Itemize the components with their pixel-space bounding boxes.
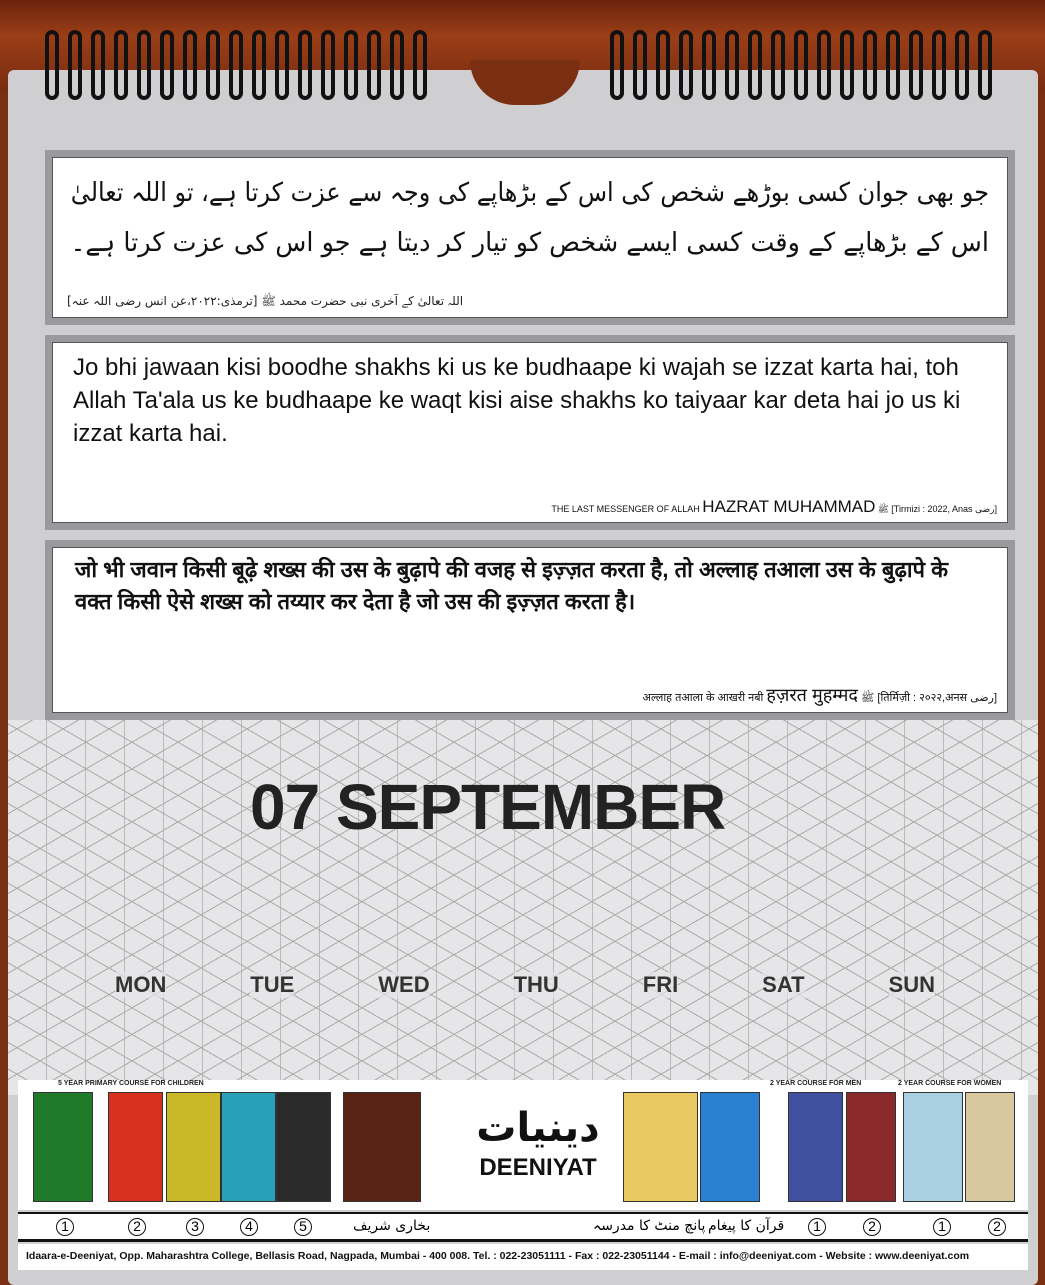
num-5: 5 <box>294 1218 312 1236</box>
urdu-line-1: جو بھی جوان کسی بوڑھے شخص کی اس کے بڑھاپے کی وجہ سے عزت کرتا ہے، تو اللہ تعالیٰ <box>70 178 989 208</box>
label-bukhari: بخاری شریف <box>353 1218 431 1234</box>
num-women-1: 1 <box>933 1218 951 1236</box>
day-thu: THU <box>513 972 559 997</box>
day-mon: MON <box>115 972 167 997</box>
book-quran <box>623 1092 698 1202</box>
urdu-quote-card <box>45 150 1015 325</box>
num-1: 1 <box>56 1218 74 1236</box>
spiral-binding-right <box>610 30 992 100</box>
english-attribution: THE LAST MESSENGER OF ALLAH HAZRAT MUHAMMAD ﷺ [Tirmizi : 2022, Anas رضی] <box>551 497 997 516</box>
num-men-2: 2 <box>863 1218 881 1236</box>
label-madrasa: پانچ منٹ کا مدرسہ <box>593 1218 706 1234</box>
book-men-2 <box>846 1092 896 1202</box>
hindi-attribution: अल्लाह तआला के आखरी नबी हज़रत मुहम्मद ﷺ [तिर्मिज़ी : २०२२,अनस رضی] <box>642 685 997 705</box>
weekday-row <box>115 972 935 998</box>
hindi-quote-card <box>45 540 1015 720</box>
book-men-1 <box>788 1092 843 1202</box>
day-tue: TUE <box>250 972 295 997</box>
book-bukhari <box>343 1092 421 1202</box>
footer-address <box>18 1244 1028 1270</box>
book-2 <box>108 1092 163 1202</box>
day-sun: SUN <box>888 972 935 997</box>
num-3: 3 <box>186 1218 204 1236</box>
footer-address-text: Idaara-e-Deeniyat, Opp. Maharashtra College, Bellasis Road, Nagpada, Mumbai - 400 008. Tel. : 022-23051111 - Fax : 022-23051144 - E-mail : info@deeniyat.com - Website : www.deeniyat.com <box>26 1250 970 1262</box>
label-men-course: 2 YEAR COURSE FOR MEN <box>770 1080 862 1087</box>
spiral-binding-left <box>45 30 427 100</box>
book-3 <box>166 1092 221 1202</box>
book-strip <box>18 1080 1028 1210</box>
book-4 <box>221 1092 276 1202</box>
label-women-course: 2 YEAR COURSE FOR WOMEN <box>898 1080 1002 1087</box>
num-2: 2 <box>128 1218 146 1236</box>
english-quote-text: Jo bhi jawaan kisi boodhe shakhs ki us ke budhaape ki wajah se izzat karta hai, toh Allah Ta'ala us ke budhaape ke waqt kisi aise shakhs ko taiyaar kar deta hai jo us ki izzat karta hai. <box>73 354 961 447</box>
urdu-attribution: اللہ تعالیٰ کے آخری نبی حضرت محمد ﷺ [ترمذی:۲۰۲۲،عن انس رضی اللہ عنہ] <box>67 294 464 308</box>
day-wed: WED <box>378 972 430 997</box>
book-women-2 <box>965 1092 1015 1202</box>
label-primary-course: 5 YEAR PRIMARY COURSE FOR CHILDREN <box>58 1080 204 1087</box>
book-women-1 <box>903 1092 963 1202</box>
num-4: 4 <box>240 1218 258 1236</box>
book-number-row <box>18 1212 1028 1242</box>
date-heading: 07 SEPTEMBER <box>250 771 726 843</box>
num-women-2: 2 <box>988 1218 1006 1236</box>
english-quote-card <box>45 335 1015 530</box>
hindi-quote-text: जो भी जवान किसी बूढ़े शख्स की उस के बुढ़ापे की वजह से इज़्ज़त करता है, तो अल्लाह तआला उस के बुढ़ापे के वक्त किसी ऐसे शख्स को तय्यार कर देता है जो उस की इज़्ज़त करता है। <box>75 557 949 614</box>
book-1 <box>33 1092 93 1202</box>
num-men-1: 1 <box>808 1218 826 1236</box>
deeniyat-logo: دینیات DEENIYAT <box>476 1105 600 1181</box>
urdu-line-2: اس کے بڑھاپے کے وقت کسی ایسے شخص کو تیار کر دیتا ہے جو اس کی عزت کرتا ہے۔ <box>70 228 990 258</box>
book-madrasa <box>700 1092 760 1202</box>
label-quran: قرآن کا پیغام <box>708 1218 785 1234</box>
day-sat: SAT <box>762 972 805 997</box>
day-fri: FRI <box>642 972 679 997</box>
book-5 <box>276 1092 331 1202</box>
